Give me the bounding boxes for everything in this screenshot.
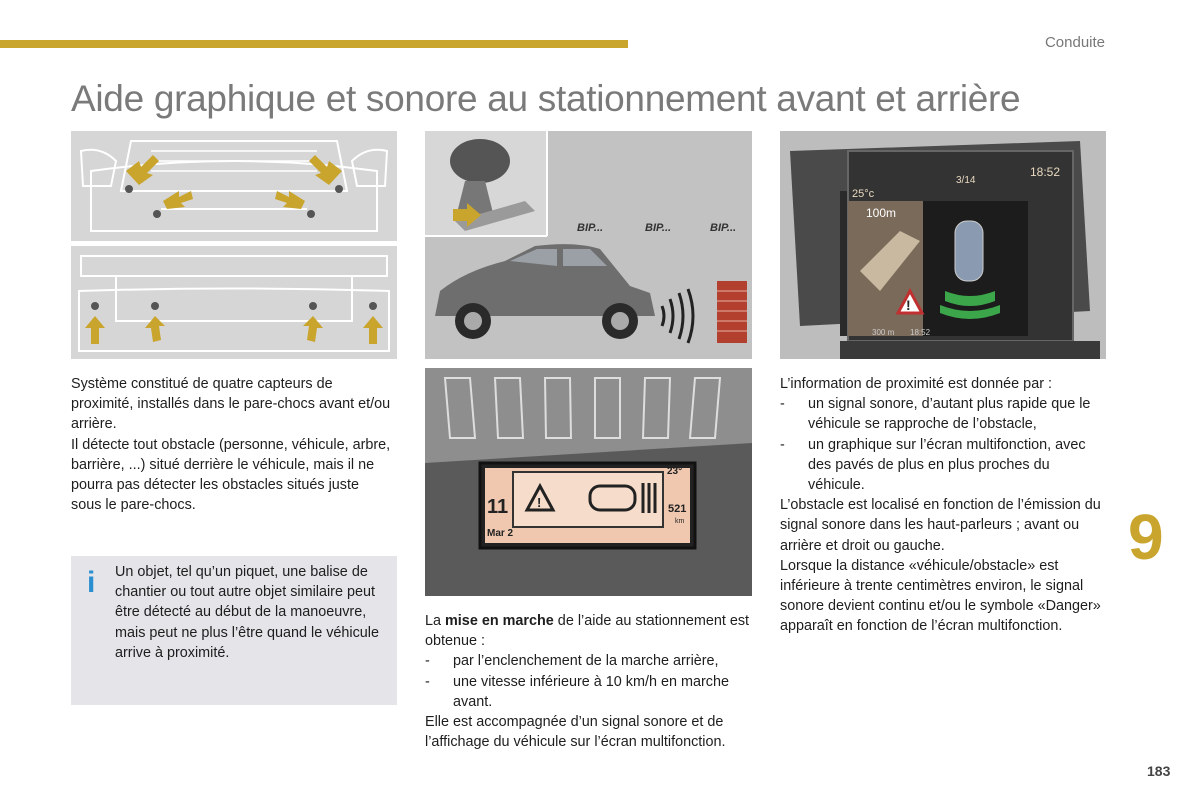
beep-label-2: BIP...	[645, 222, 672, 234]
activation-closing: Elle est accompagnée d’un signal sonore et de l’affichage du véhicule sur l’écran multifonction.	[425, 714, 726, 751]
info-note	[71, 556, 397, 705]
rear-bumper-sensors-illustration	[71, 246, 397, 359]
intro-prefix: La	[425, 613, 446, 629]
list-dash: -	[425, 653, 430, 670]
svg-text:!: !	[906, 297, 911, 313]
list-item	[425, 672, 760, 712]
screen-track: 3/14	[956, 175, 976, 186]
list-dash: -	[780, 396, 785, 413]
list-item	[425, 651, 760, 671]
intro-bold: mise en marche	[445, 613, 554, 629]
list-dash: -	[425, 673, 430, 690]
proximity-intro: L’information de proximité est donnée par :	[780, 376, 1052, 392]
activation-description	[425, 611, 760, 752]
screen-distance: 100m	[866, 206, 897, 220]
info-icon: i	[87, 566, 96, 599]
list-item-text: une vitesse inférieure à 10 km/h en marche avant.	[453, 673, 729, 710]
paragraph: Lorsque la distance «véhicule/obstacle» est inférieure à trente centimètres environ, le signal sonore devient continu et/ou le symbole «Danger» apparaît en fonction de l’écran multifonction.	[780, 557, 1101, 635]
screen-footer-time: 18:52	[910, 328, 931, 337]
paragraph: Système constitué de quatre capteurs de proximité, installés dans le pare-chocs avant et/ou arrière.	[71, 376, 391, 433]
list-item	[780, 435, 1110, 496]
dash-big-number: 11	[487, 496, 509, 518]
paragraph: L’obstacle est localisé en fonction de l’émission du signal sonore dans les haut-parleurs ; avant ou arrière et droit ou gauche.	[780, 497, 1101, 554]
beep-label-3: BIP...	[710, 222, 737, 234]
front-bumper-sensors-illustration	[71, 131, 397, 241]
proximity-description	[780, 374, 1110, 637]
section-label: Conduite	[1044, 34, 1105, 51]
screen-time: 18:52	[1030, 165, 1061, 179]
svg-text:!: !	[537, 495, 542, 510]
sensor-description	[71, 374, 391, 515]
activation-intro	[425, 611, 760, 651]
intro-suffix: de l’aide au stationnement est obtenue :	[425, 613, 750, 650]
list-item	[780, 394, 1110, 434]
info-note-text: Un objet, tel qu’un piquet, une balise de chantier ou tout autre objet similaire peut être détecté au début de la manoeuvre, mais peut ne plus l’être quand le véhicule arrive à proximité.	[115, 564, 379, 661]
page-title: Aide graphique et sonore au stationnement avant et arrière	[71, 78, 1021, 119]
dash-date: Mar 2	[487, 528, 514, 539]
screen-temperature: 25°c	[852, 188, 875, 200]
screen-footer-distance: 300 m	[872, 328, 895, 337]
dash-temp: 23°	[667, 466, 683, 477]
list-item-text: un signal sonore, d’autant plus rapide que le véhicule se rapproche de l’obstacle,	[808, 396, 1091, 433]
paragraph: Il détecte tout obstacle (personne, véhicule, arbre, barrière, ...) situé derrière le véhicule, mais il ne pourra pas détecter les obstacles situés juste sous le pare-chocs.	[71, 436, 391, 514]
page-number: 183	[1147, 763, 1171, 779]
list-dash: -	[780, 436, 785, 453]
multifunction-screen-illustration	[780, 131, 1106, 359]
list-item-text: par l’enclenchement de la marche arrière,	[453, 653, 719, 670]
dashboard-screen-illustration	[425, 368, 752, 596]
dash-odometer: 521	[668, 503, 687, 515]
car-beep-labels	[577, 222, 736, 234]
header-accent-bar	[0, 40, 628, 48]
dash-unit: km	[675, 518, 685, 525]
reversing-car-illustration	[425, 131, 752, 359]
beep-label-1: BIP...	[577, 222, 604, 234]
list-item-text: un graphique sur l’écran multifonction, avec des pavés de plus en plus proches du véhicule.	[808, 436, 1086, 494]
chapter-number: 9	[1128, 501, 1164, 573]
